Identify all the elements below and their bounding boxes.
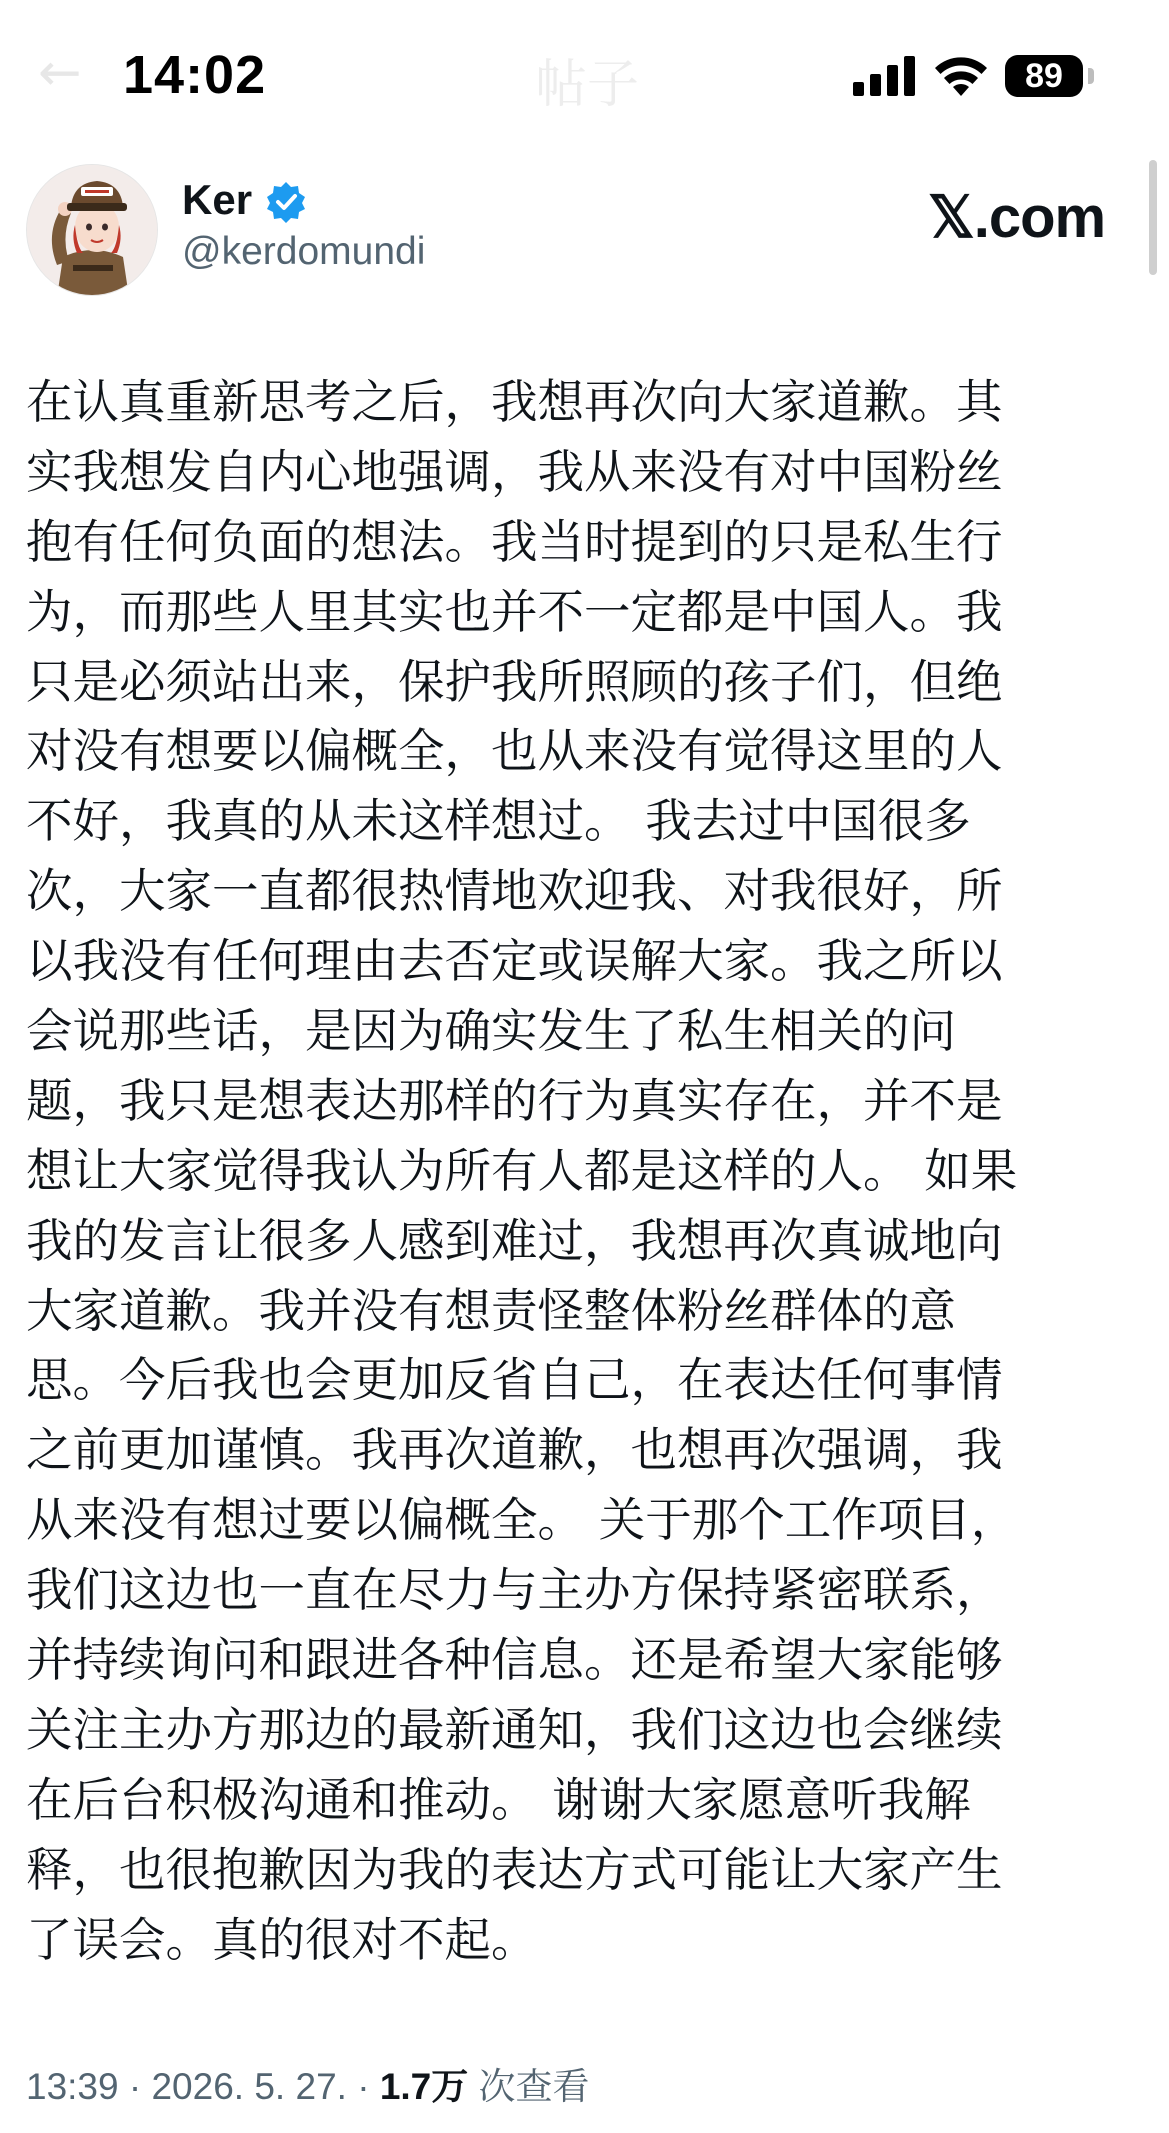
post-line: 在后台积极沟通和推动。 谢谢大家愿意听我解 bbox=[26, 1772, 971, 1827]
x-logo: 𝕏.com bbox=[928, 185, 1106, 250]
display-name[interactable]: Ker bbox=[182, 176, 253, 223]
view-count[interactable]: 1.7万 bbox=[379, 2066, 469, 2107]
scrollbar[interactable] bbox=[1149, 160, 1157, 275]
post-line: 会说那些话，是因为确实发生了私生相关的问 bbox=[26, 1004, 956, 1059]
battery-tip bbox=[1088, 68, 1094, 84]
verified-badge-icon bbox=[265, 181, 307, 223]
user-handle[interactable]: @kerdomundi bbox=[182, 230, 426, 273]
post-line: 释，也很抱歉因为我的表达方式可能让大家产生 bbox=[26, 1842, 1003, 1897]
post-time[interactable]: 13:39 bbox=[26, 2066, 119, 2107]
post-line: 在认真重新思考之后，我想再次向大家道歉。其 bbox=[26, 375, 1003, 429]
faded-page-title: 帖子 bbox=[535, 55, 640, 115]
post-meta bbox=[26, 2056, 590, 2110]
meta-separator: · bbox=[118, 2066, 152, 2107]
post-line: 次，大家一直都很热情地欢迎我、对我很好，所 bbox=[26, 864, 1003, 919]
post-line: 我们这边也一直在尽力与主办方保持紧密联系， bbox=[26, 1563, 1003, 1618]
post-line: 了误会。真的很对不起。 bbox=[26, 1912, 538, 1967]
battery-indicator: 89 bbox=[1005, 55, 1083, 97]
post-line: 之前更加谨慎。我再次道歉，也想再次强调，我 bbox=[26, 1423, 1003, 1478]
post-line: 我的发言让很多人感到难过，我想再次真诚地向 bbox=[26, 1213, 1003, 1268]
post-line: 抱有任何负面的想法。我当时提到的只是私生行 bbox=[26, 514, 1003, 569]
post-line: 并持续询问和跟进各种信息。还是希望大家能够 bbox=[26, 1633, 1003, 1688]
post-line: 大家道歉。我并没有想责怪整体粉丝群体的意 bbox=[26, 1283, 956, 1338]
post-date[interactable]: 2026. 5. 27. bbox=[151, 2066, 347, 2107]
post-text bbox=[26, 368, 1136, 1975]
post-line: 题，我只是想表达那样的行为真实存在，并不是 bbox=[26, 1073, 1003, 1128]
view-label: 次查看 bbox=[468, 2066, 590, 2107]
back-arrow-icon[interactable]: ← bbox=[38, 43, 82, 103]
status-bar bbox=[0, 0, 1169, 150]
post-line: 为，而那些人里其实也并不一定都是中国人。我 bbox=[26, 584, 1003, 639]
avatar-sticker-icon bbox=[27, 165, 158, 296]
post-line: 想让大家觉得我认为所有人都是这样的人。 如果 bbox=[26, 1143, 1018, 1198]
status-time: 14:02 bbox=[123, 45, 267, 105]
post-line: 对没有想要以偏概全，也从来没有觉得这里的人 bbox=[26, 724, 1003, 779]
cellular-signal-icon bbox=[853, 56, 915, 96]
post-line: 从来没有想过要以偏概全。 关于那个工作项目， bbox=[26, 1493, 1018, 1548]
wifi-icon bbox=[935, 54, 987, 96]
avatar[interactable] bbox=[26, 164, 158, 296]
post-line: 实我想发自内心地强调，我从来没有对中国粉丝 bbox=[26, 444, 1003, 499]
post-line: 只是必须站出来，保护我所照顾的孩子们，但绝 bbox=[26, 654, 1003, 709]
post-line: 关注主办方那边的最新通知，我们这边也会继续 bbox=[26, 1702, 1003, 1757]
meta-separator: · bbox=[346, 2066, 380, 2107]
post-line: 不好，我真的从未这样想过。 我去过中国很多 bbox=[26, 794, 971, 849]
post-line: 以我没有任何理由去否定或误解大家。我之所以 bbox=[26, 934, 1003, 989]
post-line: 思。今后我也会更加反省自己，在表达任何事情 bbox=[26, 1353, 1003, 1408]
